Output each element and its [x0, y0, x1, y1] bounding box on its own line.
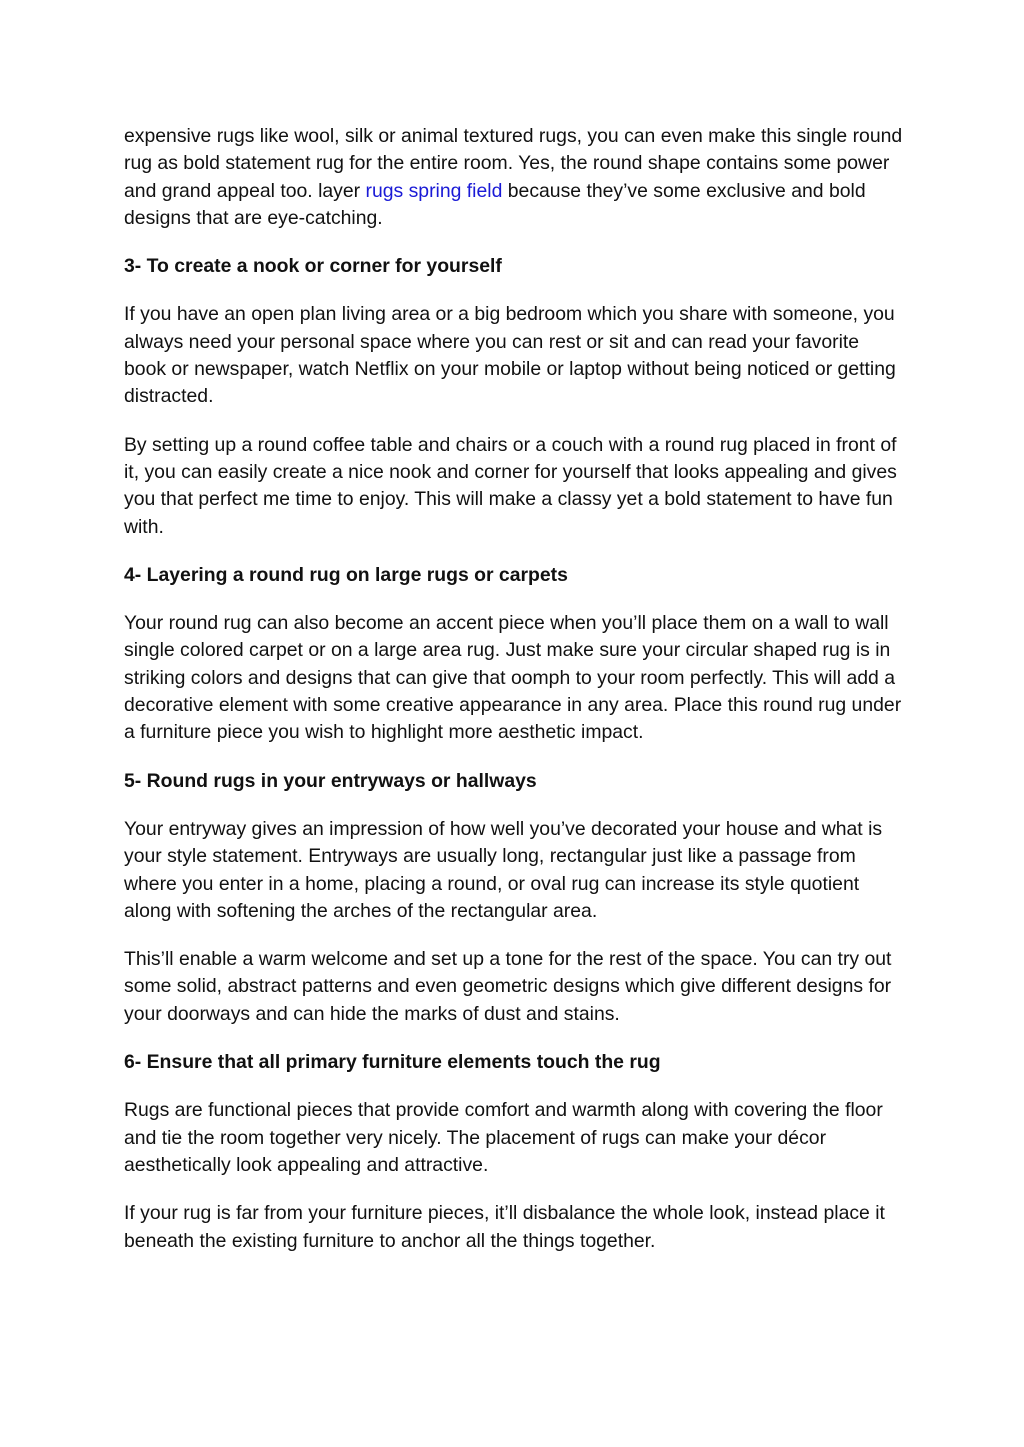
section-4-paragraph-1: Your round rug can also become an accent piece when you’ll place them on a wall to wall single colored carpet or on a large area rug. Just make sure your circular shaped rug is in striking colors and designs that can give that oomph to your room perfectly. This will add a decorative element with some creative appearance in any area. Place this round rug under a furniture piece you wish to highlight more aesthetic impact. — [124, 612, 902, 744]
section-3-paragraph-1: If you have an open plan living area or a big bedroom which you share with someone, you always need your personal space where you can rest or sit and can read your favorite book or newspaper, watch Netflix on your mobile or laptop without being noticed or getting distracted. — [124, 303, 896, 408]
section-3-paragraph-2: By setting up a round coffee table and chairs or a couch with a round rug placed in front of it, you can easily create a nice nook and corner for yourself that looks appealing and gives you that perfect me time to enjoy. This will make a classy yet a bold statement to have fun with. — [124, 433, 897, 538]
section-5-heading: 5- Round rugs in your entryways or hallways — [124, 769, 537, 792]
section-6-paragraph-2: If your rug is far from your furniture pieces, it’ll disbalance the whole look, instead place it beneath the existing furniture to anchor all the things together. — [124, 1202, 885, 1252]
section-6-heading: 6- Ensure that all primary furniture elements touch the rug — [124, 1051, 661, 1074]
intro-text-before-link: expensive rugs like wool, silk or animal textured rugs, you can even make this single round rug as bold statement rug for the entire room. Yes, the round shape contains some power and grand appeal too. layer — [124, 125, 903, 202]
document-page — [124, 123, 904, 1276]
section-4-heading: 4- Layering a round rug on large rugs or carpets — [124, 563, 568, 586]
section-3-heading: 3- To create a nook or corner for yourself — [124, 255, 502, 278]
section-6-paragraph-1: Rugs are functional pieces that provide comfort and warmth along with covering the floor and tie the room together very nicely. The placement of rugs can make your décor aesthetically look appealing and attractive. — [124, 1099, 883, 1176]
section-5-paragraph-1: Your entryway gives an impression of how well you’ve decorated your house and what is your style statement. Entryways are usually long, rectangular just like a passage from where you enter in a home, placing a round, or oval rug can increase its style quotient along with softening the arches of the rectangular area. — [124, 817, 883, 922]
intro-text-after-link: because they’ve some exclusive and bold designs that are eye-catching. — [124, 179, 866, 229]
section-5-paragraph-2: This’ll enable a warm welcome and set up a tone for the rest of the space. You can try out some solid, abstract patterns and even geometric designs which give different designs for your doorways and can hide the marks of dust and stains. — [124, 948, 892, 1025]
rugs-spring-field-link[interactable]: rugs spring field — [365, 179, 503, 202]
intro-paragraph — [124, 123, 904, 232]
